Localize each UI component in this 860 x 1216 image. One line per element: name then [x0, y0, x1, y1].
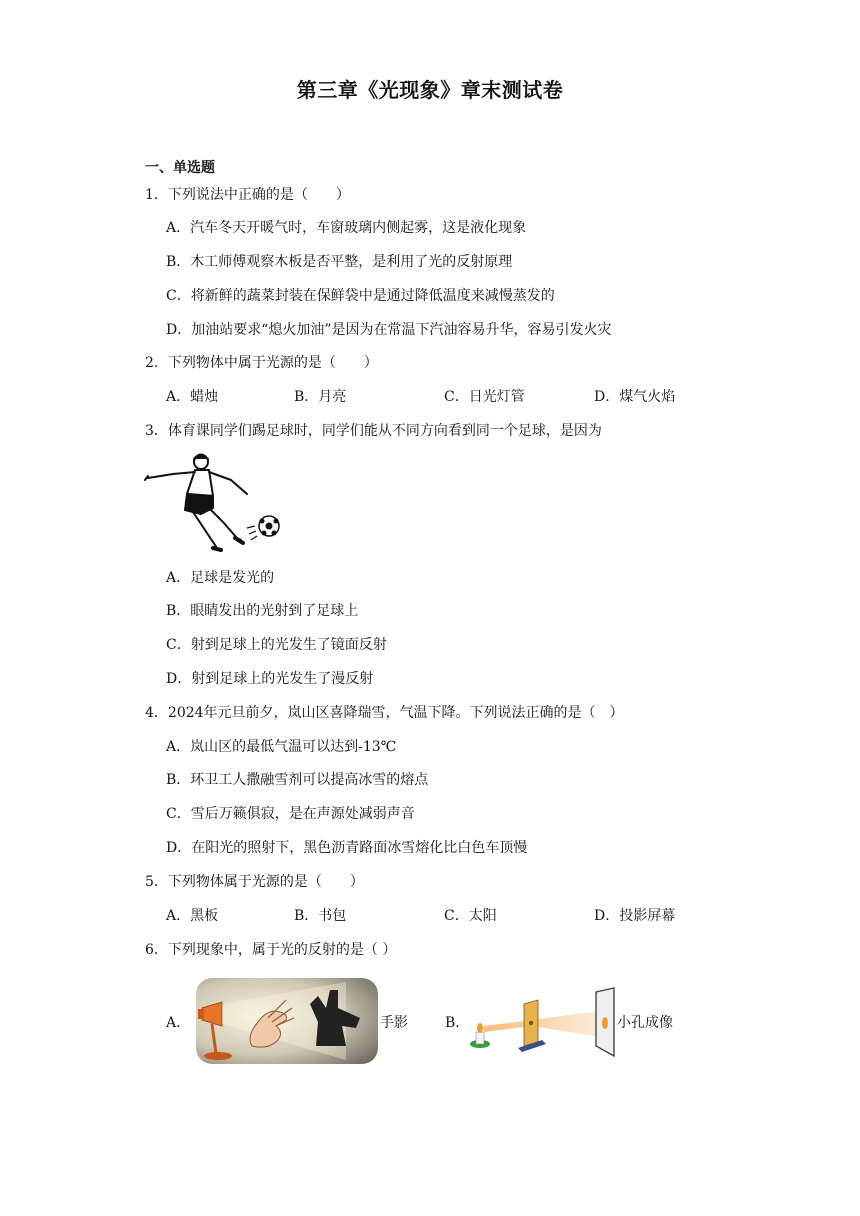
question-6-caption-b: 小孔成像 [617, 1015, 673, 1031]
hand-shadow-illustration [196, 978, 378, 1064]
question-6-option-b[interactable]: B． [445, 1015, 470, 1031]
question-4-option-d[interactable]: D．在阳光的照射下，黑色沥青路面冰雪熔化比白色车顶慢 [166, 840, 528, 856]
question-6-stem: 6．下列现象中，属于光的反射的是（ ） [145, 942, 397, 958]
question-5-option-b[interactable]: B．书包 [294, 908, 347, 924]
question-3-option-c[interactable]: C．射到足球上的光发生了镜面反射 [166, 637, 387, 653]
question-6-option-a[interactable]: A． [166, 1015, 191, 1031]
question-4-option-a[interactable]: A．岚山区的最低气温可以达到-13℃ [166, 739, 397, 755]
question-3-option-a[interactable]: A．足球是发光的 [166, 570, 275, 586]
question-5-option-a[interactable]: A．黑板 [166, 908, 219, 924]
question-4-stem: 4．2024年元旦前夕，岚山区喜降瑞雪，气温下降。下列说法正确的是（ ） [145, 705, 624, 721]
question-1-option-d[interactable]: D．加油站要求“熄火加油”是因为在常温下汽油容易升华，容易引发火灾 [166, 322, 612, 338]
section-heading: 一、单选题 [145, 160, 215, 176]
question-3-option-d[interactable]: D．射到足球上的光发生了漫反射 [166, 671, 374, 687]
question-1-option-a[interactable]: A．汽车冬天开暖气时，车窗玻璃内侧起雾，这是液化现象 [166, 220, 527, 236]
question-5-option-d[interactable]: D．投影屏幕 [594, 908, 676, 924]
soccer-player-illustration [143, 450, 285, 558]
question-2-stem: 2．下列物体中属于光源的是（ ） [145, 355, 378, 371]
question-1-option-c[interactable]: C．将新鲜的蔬菜封装在保鲜袋中是通过降低温度来减慢蒸发的 [166, 288, 555, 304]
question-2-option-b[interactable]: B．月亮 [294, 389, 347, 405]
question-4-option-c[interactable]: C．雪后万籁俱寂，是在声源处减弱声音 [166, 806, 415, 822]
question-1-stem: 1．下列说法中正确的是（ ） [145, 187, 350, 203]
question-2-option-a[interactable]: A．蜡烛 [166, 389, 219, 405]
pinhole-camera-illustration [466, 986, 618, 1058]
question-1-option-b[interactable]: B．木工师傅观察木板是否平整，是利用了光的反射原理 [166, 254, 513, 270]
question-3-option-b[interactable]: B．眼睛发出的光射到了足球上 [166, 603, 359, 619]
question-5-option-c[interactable]: C．太阳 [444, 908, 497, 924]
question-6-caption-a: 手影 [380, 1015, 408, 1031]
question-5-stem: 5．下列物体属于光源的是（ ） [145, 874, 364, 890]
page-title: 第三章《光现象》章末测试卷 [296, 78, 564, 102]
question-3-stem: 3．体育课同学们踢足球时，同学们能从不同方向看到同一个足球，是因为 [145, 423, 602, 439]
question-2-option-c[interactable]: C．日光灯管 [444, 389, 525, 405]
question-2-option-d[interactable]: D．煤气火焰 [594, 389, 676, 405]
question-4-option-b[interactable]: B．环卫工人撒融雪剂可以提高冰雪的熔点 [166, 772, 429, 788]
